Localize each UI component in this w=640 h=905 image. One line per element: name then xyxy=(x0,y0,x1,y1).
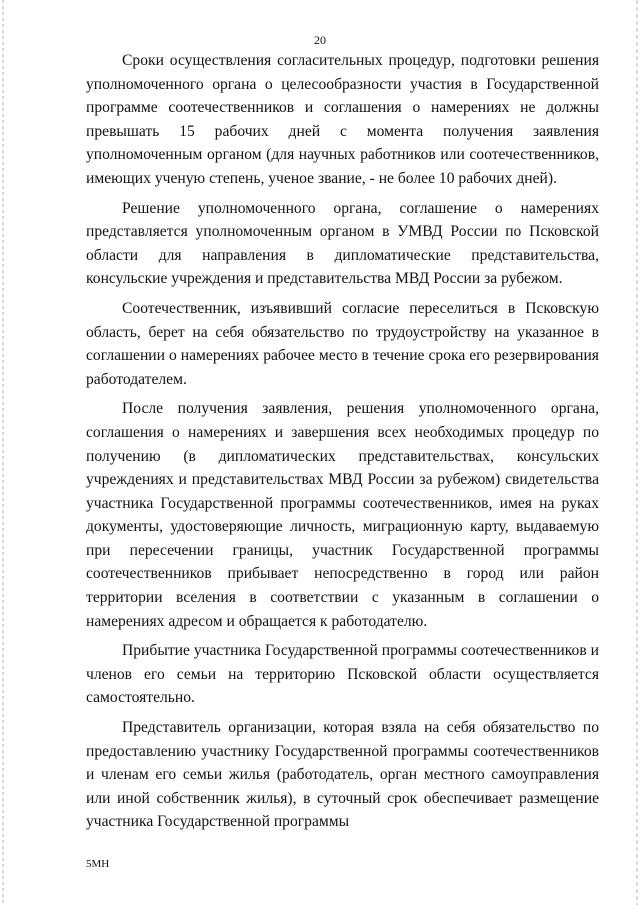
document-body xyxy=(86,49,599,840)
scan-edge-left xyxy=(2,0,4,905)
paragraph-housing-provision: Представитель организации, которая взяла на себя обязательство по предоставлению участнику Государственной программы соотечественников и членам его семьи жилья (работодатель, орган местного самоуправления или иной собственник жилья), в суточный срок обеспечивает размещение участника Государственной программы xyxy=(86,719,599,831)
scan-edge-right xyxy=(636,0,638,905)
page-number: 20 xyxy=(314,33,326,47)
paragraph-decision-submission: Решение уполномоченного органа, соглашение о намерениях представляется уполномоченным органом в УМВД России по Псковской области для направления в дипломатические представительства, консульские учреждения и представительства МВД России за рубежом. xyxy=(86,199,599,288)
footer-document-code: 5МН xyxy=(86,858,110,870)
paragraph-arrival-procedure: После получения заявления, решения уполномоченного органа, соглашения о намерениях и завершения всех необходимых процедур по получению (в дипломатических представительствах, консульских учреждениях и представительствах МВД России за рубежом) свидетельства участника Государственной программы соотечественников, имея на руках документы, удостоверяющие личность, миграционную карту, выдаваемую при пересечении границы, участник Государственной программы соотечественников прибывает непосредственно в город или район территории вселения в соответствии с указанным в соглашении о намерениях адресом и обращается к работодателю. xyxy=(86,400,599,630)
paragraph-employment-obligation: Соотечественник, изъявивший согласие переселиться в Псковскую область, берет на себя обязательство по трудоустройству на указанное в соглашении о намерениях рабочее место в течение срока его резервирования работодателем. xyxy=(86,299,599,388)
paragraph-procedure-deadlines: Сроки осуществления согласительных процедур, подготовки решения уполномоченного органа о целесообразности участия в Государственной программе соотечественников и соглашения о намерениях не должны превышать 15 рабочих дней с момента получения заявления уполномоченным органом (для научных работников или соотечественников, имеющих ученую степень, ученое звание, - не более 10 рабочих дней). xyxy=(86,52,599,187)
paragraph-independent-arrival: Прибытие участника Государственной программы соотечественников и членов его семьи на территорию Псковской области осуществляется самостоятельно. xyxy=(86,642,599,707)
